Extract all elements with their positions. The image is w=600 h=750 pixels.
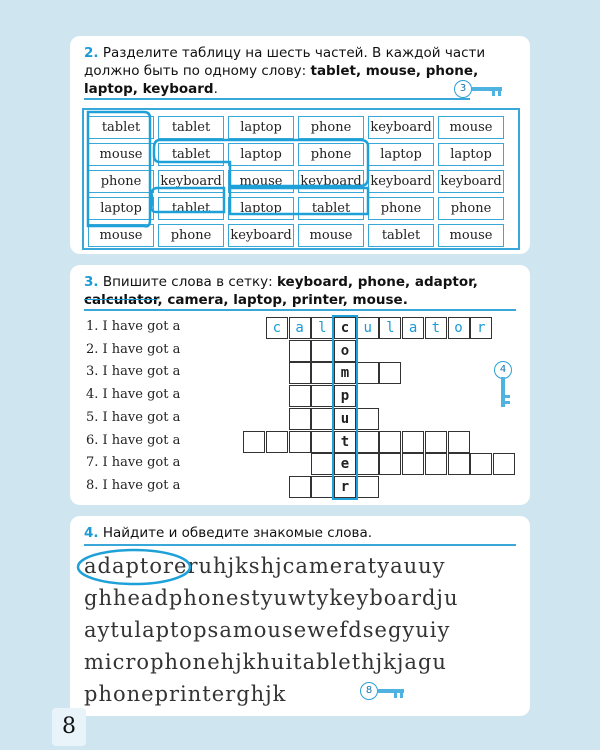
table-cell: phone [368,197,434,220]
crossword-cell[interactable] [425,453,447,475]
table-cell: mouse [438,224,504,247]
crossword-cell[interactable]: a [289,317,311,339]
sentence-6: 6. I have got a [86,432,181,448]
task-3-instruction [84,273,516,309]
table-cell: mouse [438,116,504,139]
table-row [88,116,504,139]
crossword-cell[interactable] [311,340,333,362]
table-cell: laptop [228,143,294,166]
task-3-word-struck: calculator [84,292,158,308]
crossword-cell[interactable] [425,431,447,453]
key-shaft-icon [470,81,530,101]
crossword-cell[interactable] [379,431,401,453]
table-cell: phone [88,170,154,193]
crossword-cell[interactable] [289,362,311,384]
crossword-cell[interactable] [357,408,379,430]
page-number: 8 [52,708,86,746]
crossword-cell[interactable] [402,431,424,453]
task-4-text: Найдите и обведите знакомые слова. [102,525,373,541]
crossword-cell[interactable] [311,362,333,384]
crossword-cell[interactable] [357,476,379,498]
table-cell: mouse [298,224,364,247]
crossword-cell[interactable] [311,385,333,407]
task-3-words-after: , camera, laptop, printer, mouse. [157,292,408,308]
crossword-cell[interactable] [402,453,424,475]
task-4-number: 4. [84,525,99,541]
table-cell: mouse [88,224,154,247]
table-cell: keyboard [158,170,224,193]
crossword-cell[interactable] [243,431,265,453]
table-cell: laptop [228,197,294,220]
table-cell: keyboard [368,116,434,139]
task-2-divider [84,98,470,100]
task-3-panel: 3. Впишите слова в сетку: keyboard, phone, adaptor, calculator, camera, laptop, printer, mouse. 1. I have got a 2. I have got a 3. I have got a 4. I have got a 5. I have got a 6. I have got a 7. I have got a 8. I have got a c a l c u l a t o r o m p u t e r 4 [70,265,530,505]
crossword-key-cell[interactable]: u [334,408,356,430]
table-cell: mouse [228,170,294,193]
task-2-instruction: 2. Разделите таблицу на шесть частей. В каждой части должно быть по одному слову: tablet, mouse, phone, laptop, keyboard. [84,45,486,97]
crossword-cell[interactable] [289,431,311,453]
crossword-cell[interactable] [357,431,379,453]
task-2-words: tablet, mouse, phone, laptop, keyboard [84,63,479,97]
key-column-outline [332,315,358,500]
table-cell: tablet [368,224,434,247]
key-shaft-icon [494,377,514,427]
table-cell: phone [438,197,504,220]
crossword-key-cell[interactable]: t [334,431,356,453]
crossword-cell[interactable] [289,476,311,498]
table-row [88,224,504,247]
crossword-key-cell[interactable]: e [334,453,356,475]
task-3-divider [84,309,516,311]
table-cell: laptop [438,143,504,166]
table-cell: tablet [158,197,224,220]
crossword-cell[interactable] [266,431,288,453]
task-3-text: Впишите слова в сетку: [102,274,273,290]
crossword-key-cell[interactable]: c [334,317,356,339]
crossword-cell[interactable]: c [266,317,288,339]
crossword-cell[interactable]: t [425,317,447,339]
table-cell: tablet [88,116,154,139]
table-cell: laptop [88,197,154,220]
crossword-cell[interactable]: a [402,317,424,339]
crossword-cell[interactable] [311,408,333,430]
table-cell: phone [298,116,364,139]
crossword-cell[interactable] [289,340,311,362]
crossword-cell[interactable] [311,431,333,453]
task-4-divider [84,544,516,546]
table-cell: tablet [158,143,224,166]
crossword-cell[interactable] [379,362,401,384]
table-row [88,170,504,193]
table-cell: phone [298,143,364,166]
task-2-text: Разделите таблицу на шесть частей. В каждой части должно быть по одному слову: [84,45,486,79]
crossword-cell[interactable] [379,453,401,475]
crossword-cell[interactable] [357,453,379,475]
word-table [84,112,508,251]
word-search-line: phoneprinterghjk [84,682,287,706]
crossword-cell[interactable] [289,408,311,430]
sentence-8: 8. I have got a [86,477,181,493]
crossword-cell[interactable]: o [448,317,470,339]
task-3-words-before: keyboard, phone, adaptor, [276,274,478,290]
crossword-key-cell[interactable]: r [334,476,356,498]
table-row [88,143,504,166]
crossword-cell[interactable]: r [470,317,492,339]
word-search-line: adaptoreruhjkshjcameratyauuy [84,554,446,578]
task-2-number: 2. [84,45,99,61]
crossword-cell[interactable]: l [379,317,401,339]
sentence-5: 5. I have got a [86,409,181,425]
table-cell: phone [158,224,224,247]
task-2-panel: 2. Разделите таблицу на шесть частей. В каждой части должно быть по одному слову: tablet, mouse, phone, laptop, keyboard. 3 tablet tablet laptop phone keyboard mouse mouse tablet laptop phone laptop laptop phone keyboard mouse keyboard keyboard keyboard laptop tablet laptop tablet phone phone mouse phone keyboard mouse tablet mouse [70,36,530,254]
table-cell: keyboard [228,224,294,247]
table-cell: mouse [88,143,154,166]
sentence-2: 2. I have got a [86,341,181,357]
crossword-key-cell[interactable]: o [334,340,356,362]
key-shaft-icon [376,683,416,703]
crossword-cell[interactable] [357,362,379,384]
task-4-panel: 4. Найдите и обведите знакомые слова. adaptoreruhjkshjcameratyauuy ghheadphonestyuwtykeyboardju aytulaptopsamousewefdsegyuiy microphonehjkhuitablethjkjagu phoneprinterghjk 8 [70,516,530,716]
table-cell: keyboard [298,170,364,193]
crossword-cell[interactable] [470,453,492,475]
sentence-4: 4. I have got a [86,387,181,403]
table-cell: keyboard [438,170,504,193]
table-cell: tablet [298,197,364,220]
word-search-line: ghheadphonestyuwtykeyboardju [84,586,459,610]
table-cell: laptop [368,143,434,166]
table-row [88,197,504,220]
crossword-key-cell[interactable]: m [334,362,356,384]
crossword-cell[interactable] [289,385,311,407]
crossword-cell[interactable]: u [357,317,379,339]
sentence-1: 1. I have got a [86,319,181,334]
crossword-cell[interactable] [448,431,470,453]
crossword-cell[interactable]: l [311,317,333,339]
crossword-cell[interactable] [493,453,515,475]
crossword-cell[interactable] [311,453,333,475]
word-search-line: aytulaptopsamousewefdsegyuiy [84,618,451,642]
table-cell: laptop [228,116,294,139]
table-cell: tablet [158,116,224,139]
crossword-cell[interactable] [311,476,333,498]
word-search-line: microphonehjkhuitablethjkjagu [84,650,447,674]
sentence-3: 3. I have got a [86,364,181,380]
sentence-7: 7. I have got a [86,455,181,471]
crossword-key-cell[interactable]: p [334,385,356,407]
table-cell: keyboard [368,170,434,193]
crossword-cell[interactable] [448,453,470,475]
task-3-number: 3. [84,274,99,290]
task-4-instruction [84,524,516,542]
